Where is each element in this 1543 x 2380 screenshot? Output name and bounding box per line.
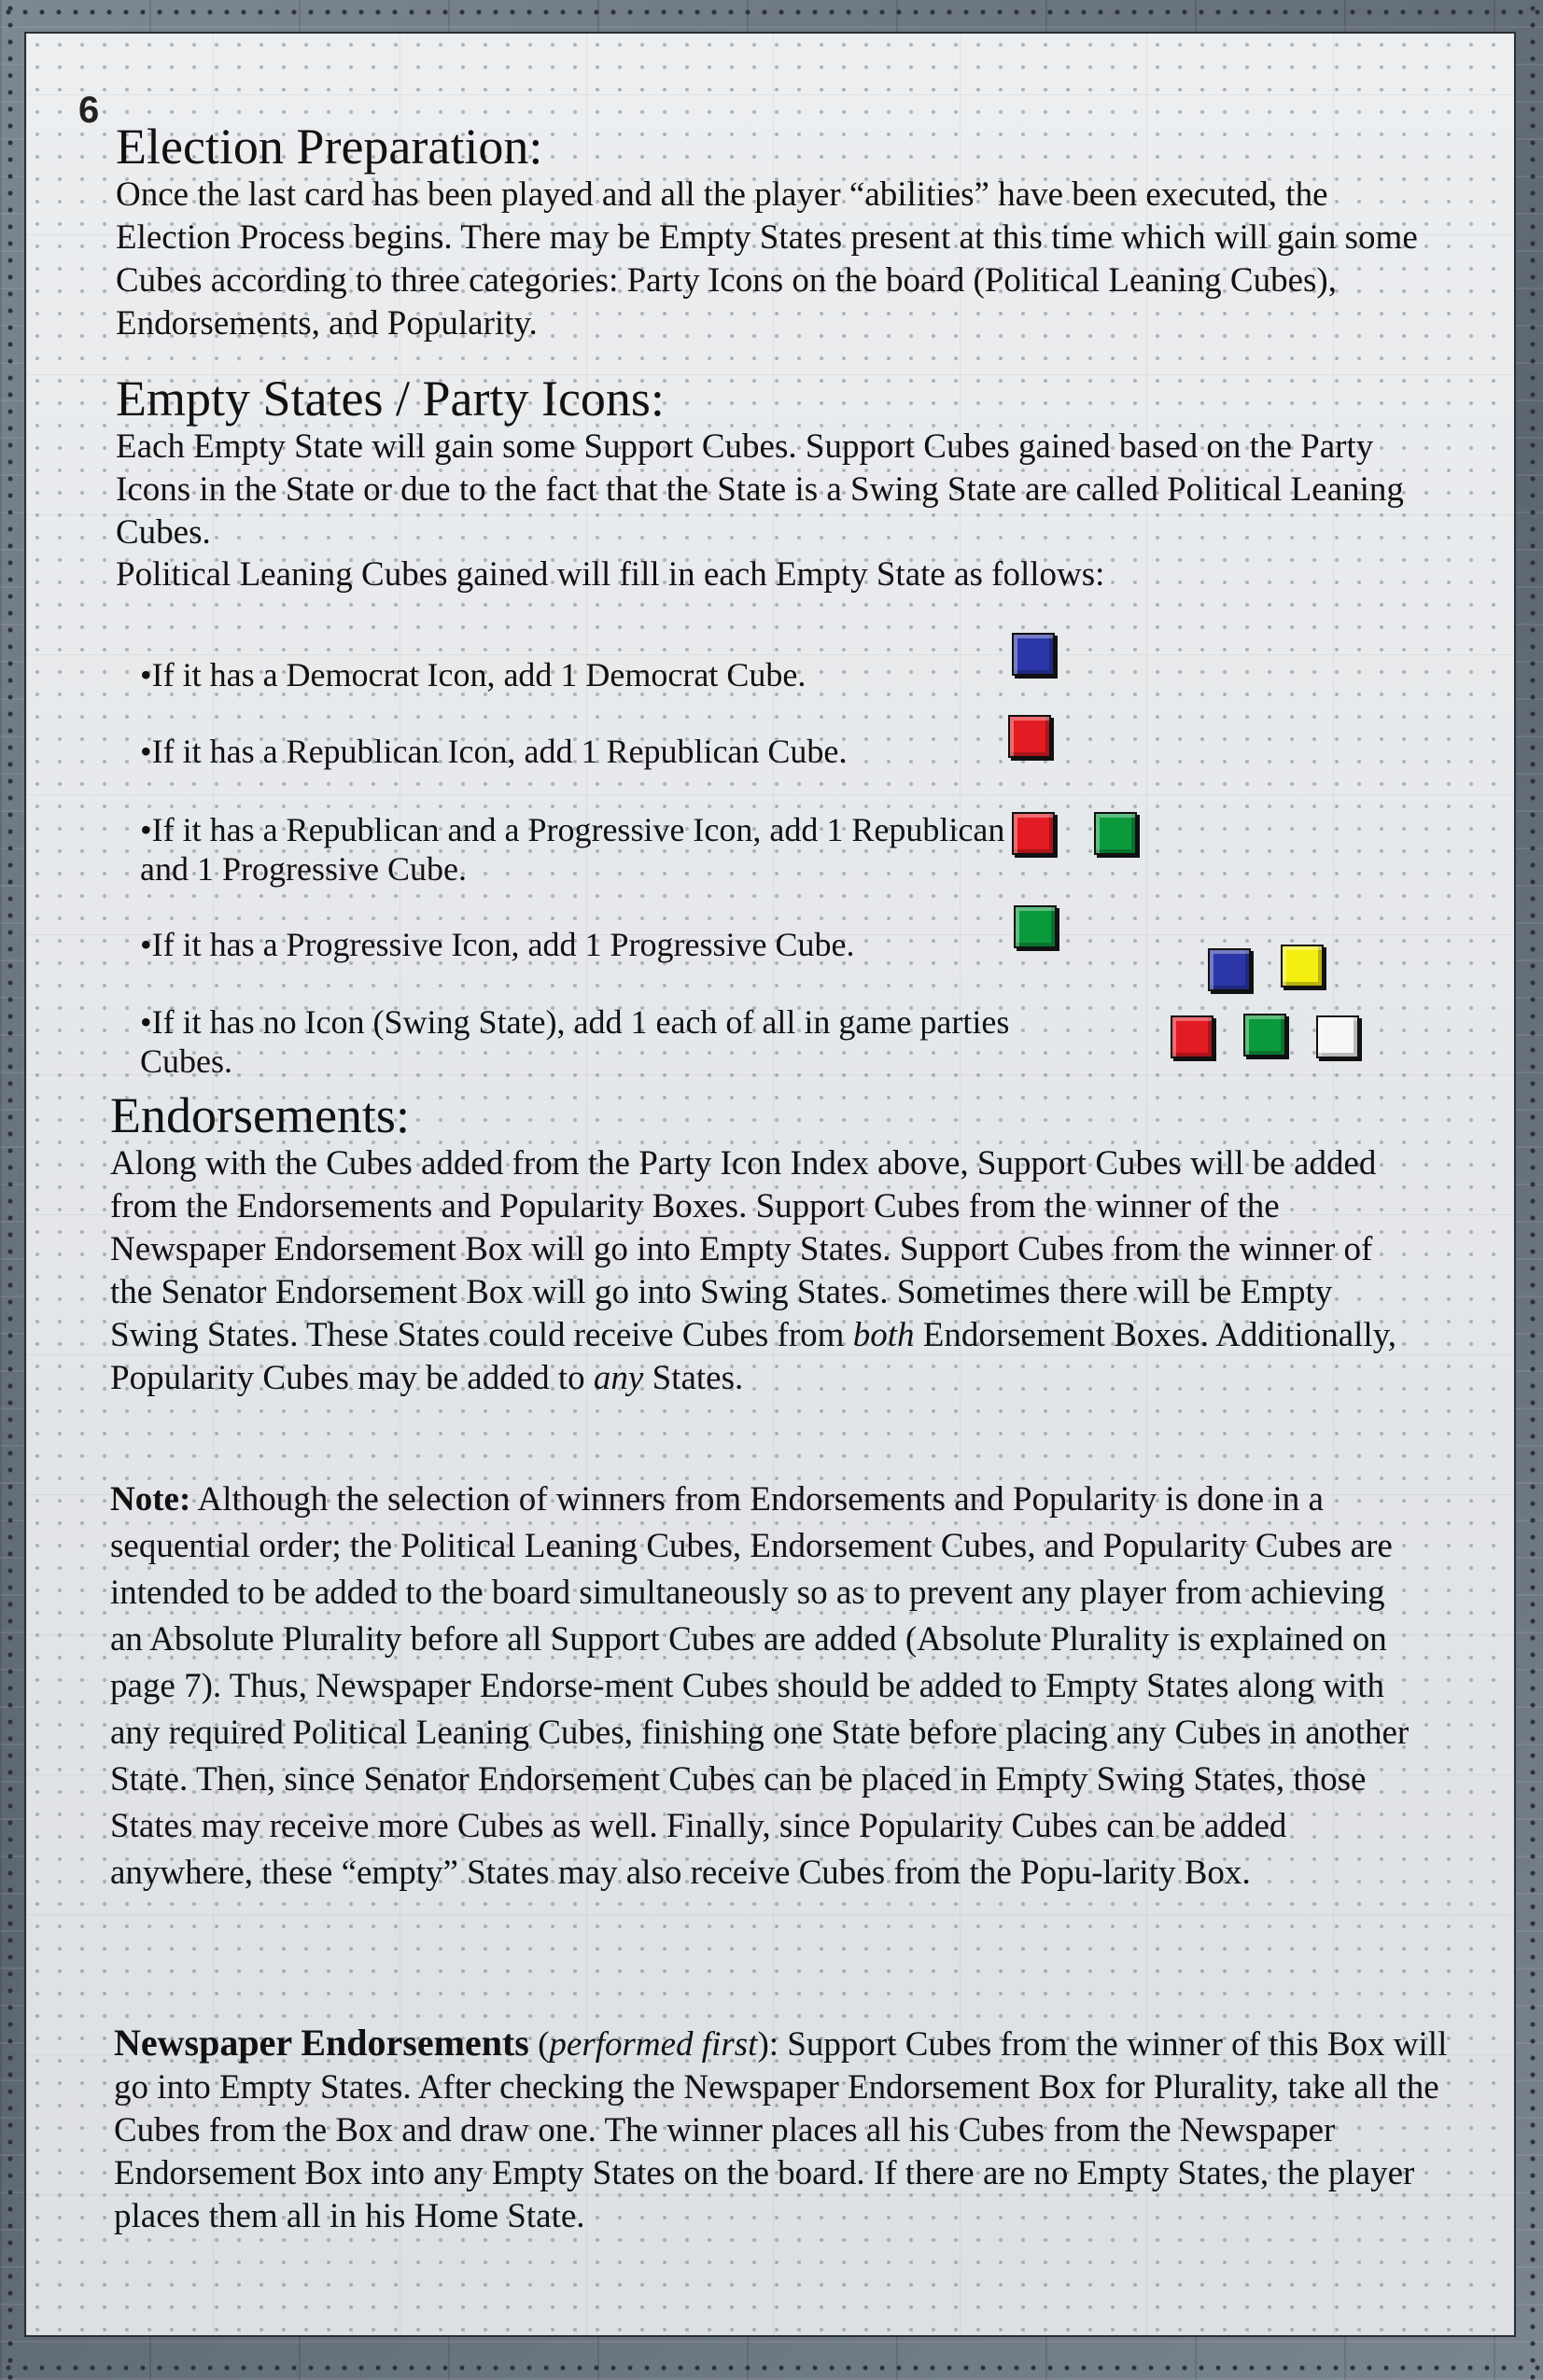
rulebook-page	[24, 32, 1516, 2337]
frame-rivets-right	[1528, 0, 1537, 2380]
empty-states-body-2: Political Leaning Cubes gained will fill in each Empty State as follows:	[116, 555, 1105, 594]
election-preparation-heading: Election Preparation:	[116, 119, 543, 175]
bullet-republican-progressive: •If it has a Republican and a Progressive Icon, add 1 Republican and 1 Progressive Cube.	[140, 811, 1005, 888]
newspaper-endorsements-paragraph: Newspaper Endorsements (performed first): Support Cubes from the winner of this Box will go into Empty States. After checking the Newspaper Endorsement Box for Plurality, take all the Cubes from the Box and draw one. The winner places all his Cubes from the Newspaper Endorsement Box into any Empty States on the board. If there are no Empty States, the player places them all in his Home State.	[114, 2022, 1448, 2235]
republican-cube-icon	[1008, 715, 1051, 758]
bullet-swing-state: •If it has no Icon (Swing State), add 1 each of all in game parties Cubes.	[140, 1003, 1010, 1080]
republican-cube-icon	[1012, 812, 1055, 855]
empty-states-body-1: Each Empty State will gain some Support Cubes. Support Cubes gained based on the Party Icons in the State or due to the fact that the State is a Swing State are called Political Leaning Cubes.	[116, 427, 1404, 552]
bullet-progressive: •If it has a Progressive Icon, add 1 Progressive Cube.	[140, 926, 855, 963]
democrat-cube-icon	[1012, 633, 1055, 676]
democrat-cube-icon	[1208, 948, 1251, 991]
progressive-cube-icon	[1243, 1014, 1286, 1057]
republican-cube-icon	[1171, 1015, 1213, 1058]
endorsements-heading: Endorsements:	[110, 1087, 410, 1143]
frame-rivets-top	[0, 7, 1543, 17]
bullet-democrat: •If it has a Democrat Icon, add 1 Democrat Cube.	[140, 656, 807, 693]
note-paragraph: Note: Although the selection of winners from Endorsements and Popularity is done in a sequential order; the Political Leaning Cubes, Endorsement Cubes, and Popularity Cubes are intended to be added to the board simultaneously so as to prevent any player from achieving an Absolute Plurality before all Support Cubes are added (Absolute Plurality is explained on page 7). Thus, Newspaper Endorse-ment Cubes should be added to Empty States along with any required Political Leaning Cubes, finishing one State before placing any Cubes in another State. Then, since Senator Endorsement Cubes can be placed in Empty Swing States, those States may receive more Cubes as well. Finally, since Popularity Cubes can be added anywhere, these “empty” States may also receive Cubes from the Popu-larity Box.	[110, 1480, 1410, 1892]
progressive-cube-icon	[1014, 905, 1057, 948]
yellow-party-cube-icon	[1281, 945, 1324, 987]
white-party-cube-icon	[1316, 1015, 1359, 1058]
note-label: Note:	[110, 1480, 191, 1519]
endorsements-body: Along with the Cubes added from the Party Icon Index above, Support Cubes will be added from the Endorsements and Popularity Boxes. Support Cubes from the winner of the Newspaper Endorsement Box will go into Empty States. Support Cubes from the winner of the Senator Endorsement Box will go into Swing States. Sometimes there will be Empty Swing States. These States could receive Cubes from both Endorsement Boxes. Additionally, Popularity Cubes may be added to any States.	[110, 1144, 1397, 1397]
progressive-cube-icon	[1094, 812, 1137, 855]
frame-rivets-left	[6, 0, 15, 2380]
newspaper-endorsements-label: Newspaper Endorsements	[114, 2022, 529, 2064]
empty-states-heading: Empty States / Party Icons:	[116, 371, 665, 427]
election-preparation-body: Once the last card has been played and all the player “abilities” have been executed, the Election Process begins. There may be Empty States present at this time which will gain some Cubes according to three categories: Party Icons on the board (Political Leaning Cubes), Endorsements, and Popularity.	[116, 175, 1418, 343]
bullet-republican: •If it has a Republican Icon, add 1 Republican Cube.	[140, 733, 848, 770]
frame-rivets-bottom	[0, 2363, 1543, 2373]
page-number: 6	[78, 90, 100, 131]
